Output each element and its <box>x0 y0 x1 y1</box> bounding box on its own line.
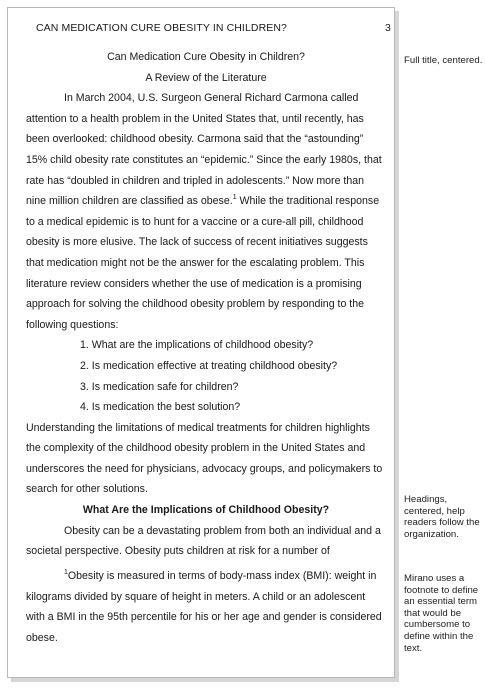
footnote-text: Obesity is measured in terms of body-mass index (BMI): weight in kilograms divided by square of height in meters. A child or an adolescent with a BMI in the 95th percentile for his or her age and gender is considered obese. <box>26 570 382 644</box>
list-item: 3. Is medication safe for children? <box>80 380 239 393</box>
page-number: 3 <box>385 22 391 34</box>
running-head: CAN MEDICATION CURE OBESITY IN CHILDREN? <box>36 22 287 34</box>
paper-subtitle: A Review of the Literature <box>145 71 267 84</box>
summary-paragraph: Understanding the limitations of medical treatments for children highlights the complexity of the childhood obesity problem in the United States and underscores the need for physicians, advocacy groups, and policymakers to search for other solutions. <box>26 421 383 496</box>
footnote-marker: 1 <box>232 194 237 202</box>
intro-paragraph-part1: In March 2004, U.S. Surgeon General Richard Carmona called attention to a health problem in the United States that, until recently, has been overlooked: childhood obesity. Carmona said that the “astounding” 15% child obesity rate constitutes an “epidemic.” Since the early 1980s, that rate has “doubled in children and tripled in adolescents.” Now more than nine million children are classified as obese. <box>26 92 382 208</box>
annotation-footnote: Mirano uses a footnote to define an essential term that would be cumbersome to define within the text. <box>404 573 479 654</box>
intro-paragraph <box>26 88 386 335</box>
intro-paragraph-part2: While the traditional response to a medical epidemic is to hunt for a vaccine or a cure-all pill, childhood obesity is more elusive. The lack of success of recent initiatives suggests that medication might not be the answer for the escalating problem. This literature review considers whether the use of medication is a promising approach for solving the childhood obesity problem by responding to the following questions: <box>26 195 380 331</box>
research-questions <box>26 335 386 417</box>
footnote <box>26 566 386 648</box>
annotation-title: Full title, centered. <box>404 55 483 66</box>
annotation-headings: Headings, centered, help readers follow the organization. <box>404 494 480 540</box>
section-heading: What Are the Implications of Childhood Obesity? <box>82 504 330 517</box>
footnote-number: 1 <box>64 569 68 576</box>
list-item: 2. Is medication effective at treating childhood obesity? <box>80 359 338 372</box>
list-item: 1. What are the implications of childhood obesity? <box>80 339 314 352</box>
list-item: 4. Is medication the best solution? <box>80 401 241 414</box>
paper-title: Can Medication Cure Obesity in Children? <box>107 51 305 63</box>
body-text <box>26 47 386 562</box>
section-paragraph: Obesity can be a devastating problem from both an individual and a societal perspective. Obesity puts children at risk for a number of <box>26 524 381 558</box>
